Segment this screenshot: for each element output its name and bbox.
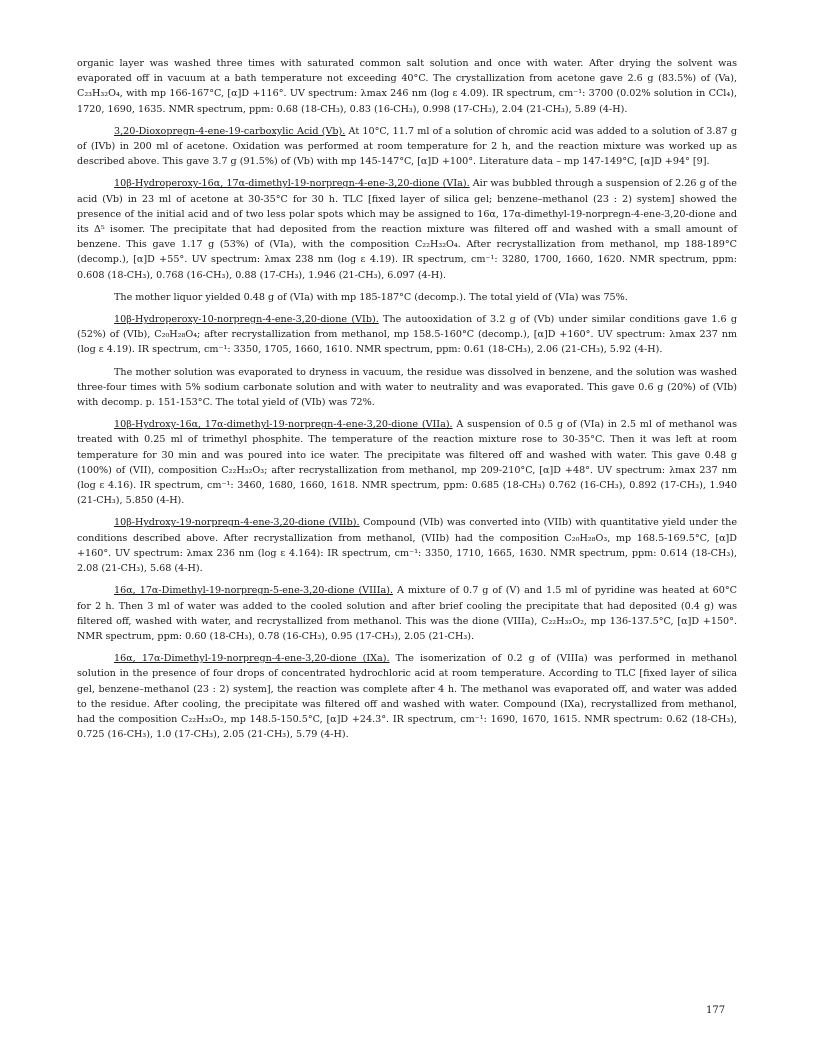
page-number: 177	[706, 1005, 726, 1016]
compound-heading-ixa: 16α, 17α-Dimethyl-19-norpregn-4-ene-3,20-dione (IXa).	[114, 653, 390, 665]
paragraph-viib	[77, 515, 737, 576]
paragraph-viia-body: A suspension of 0.5 g of (VIa) in 2.5 ml of methanol was treated with 0.25 ml of trimethyl phosphite. The temperature of the reaction mixture rose to 30-35°C. Then it was left at room temperature for 30 min and was poured into ice water. The precipitate was filtered off and washed with water. This gave 0.48 g (100%) of (VII), composition C₂₂H₃₂O₃; after recrystallization from methanol, mp 209-210°C, [α]D +48°. UV spectrum: λmax 237 nm (log ε 4.16). IR spectrum, cm⁻¹: 3460, 1680, 1660, 1618. NMR spectrum, ppm: 0.685 (18-CH₃) 0.762 (16-CH₃), 0.892 (17-CH₃), 1.940 (21-CH₃), 5.850 (4-H).	[77, 419, 738, 507]
paragraph-vib-body: The autooxidation of 3.2 g of (Vb) under similar conditions gave 1.6 g (52%) of (VIb), C₂₀H₂₈O₄; after recrystallization from methanol, mp 158.5-160°C (decomp.), [α]D +160°. UV spectrum: λmax 237 nm (log ε 4.19). IR spectrum, cm⁻¹: 3350, 1705, 1660, 1610. NMR spectrum, ppm: 0.61 (18-CH₃), 2.06 (21-CH₃), 5.92 (4-H).	[77, 314, 737, 356]
paragraph-vb-body: At 10°C, 11.7 ml of a solution of chromic acid was added to a solution of 3.87 g of (IVb) in 200 ml of acetone. Oxidation was performed at room temperature for 2 h, and the reaction mixture was worked up as described above. This gave 3.7 g (91.5%) of (Vb) with mp 145-147°C, [α]D +100°. Literature data – mp 147-149°C, [α]D +94° [9].	[77, 125, 737, 168]
compound-heading-viia: 10β-Hydroxy-16α, 17α-dimethyl-19-norpregn-4-ene-3,20-dione (VIIa).	[114, 419, 453, 431]
paragraph-va-workup: organic layer was washed three times with saturated common salt solution and once with water. After drying the solvent was evaporated off in vacuum at a bath temperature not exceeding 40°C. The crystallization from acetone gave 2.6 g (83.5%) of (Va), C₂₃H₃₂O₄, with mp 166-167°C, [α]D +116°. UV spectrum: λmax 246 nm (log ε 4.09). IR spectrum, cm⁻¹: 3700 (0.02% solution in CCl₄), 1720, 1690, 1635. NMR spectrum, ppm: 0.68 (18-CH₃), 0.83 (16-CH₃), 0.998 (17-CH₃), 2.04 (21-CH₃), 5.89 (4-H).	[77, 58, 737, 115]
paragraph-ixa	[77, 651, 737, 742]
paragraph-vib-mother-solution: The mother solution was evaporated to dryness in vacuum, the residue was dissolved in benzene, and the solution was washed three-four times with 5% sodium carbonate solution and with water to neutrality and was evaporated. This gave 0.6 g (20%) of (VIb) with decomp. p. 151-153°C. The total yield of (VIb) was 72%.	[77, 366, 737, 409]
paragraph-viia	[77, 417, 737, 508]
paragraph-vb	[77, 124, 737, 170]
compound-heading-via: 10β-Hydroperoxy-16α, 17α-dimethyl-19-norpregn-4-ene-3,20-dione (VIa).	[114, 178, 470, 190]
paragraph-viib-body: Compound (VIb) was converted into (VIIb) with quantitative yield under the conditions described above. After recrystallization from methanol, (VIIb) had the composition C₂₀H₂₈O₃, mp 168.5-169.5°C, [α]D +160°. UV spectrum: λmax 236 nm (log ε 4.164): IR spectrum, cm⁻¹: 3350, 1710, 1665, 1630. NMR spectrum, ppm: 0.614 (18-CH₃), 2.08 (21-CH₃), 5.68 (4-H).	[77, 517, 737, 575]
paragraph-via-body: Air was bubbled through a suspension of 2.26 g of the acid (Vb) in 23 ml of acetone at 30-35°C for 30 h. TLC [fixed layer of silica gel; benzene–methanol (23 : 2) system] showed the presence of the initial acid and of two less polar spots which may be assigned to 16α, 17α-dimethyl-19-norpregn-4-ene-3,20-dione and its Δ⁵ isomer. The precipitate that had deposited from the reaction mixture was filtered off and washed with a small amount of benzene. This gave 1.17 g (53%) of (VIa), with the composition C₂₂H₃₂O₄. After recrystallization from methanol, mp 188-189°C (decomp.), [α]D +55°. UV spectrum: λmax 238 nm (log ε 4.19). IR spectrum, cm⁻¹: 3280, 1700, 1660, 1620. NMR spectrum, ppm: 0.608 (18-CH₃), 0.768 (16-CH₃), 0.88 (17-CH₃), 1.946 (21-CH₃), 6.097 (4-H).	[77, 178, 737, 281]
paragraph-viiia	[77, 583, 737, 644]
page-body	[77, 56, 737, 742]
paragraph-vib	[77, 312, 737, 358]
compound-heading-vib: 10β-Hydroperoxy-10-norpregn-4-ene-3,20-dione (VIb).	[114, 314, 379, 326]
paragraph-via	[77, 176, 737, 282]
compound-heading-viib: 10β-Hydroxy-19-norpregn-4-ene-3,20-dione (VIIb).	[114, 517, 360, 529]
paragraph-via-mother-liquor: The mother liquor yielded 0.48 g of (VIa) with mp 185-187°C (decomp.). The total yield of (VIa) was 75%.	[114, 291, 628, 303]
paragraph-viiia-body: A mixture of 0.7 g of (V) and 1.5 ml of pyridine was heated at 60°C for 2 h. Then 3 ml of water was added to the cooled solution and after brief cooling the precipitate that had deposited (0.4 g) was filtered off, washed with water, and recrystallized from methanol. This was the dione (VIIIa), C₂₂H₃₂O₂, mp 136-137.5°C, [α]D +150°. NMR spectrum, ppm: 0.60 (18-CH₃), 0.78 (16-CH₃), 0.95 (17-CH₃), 2.05 (21-CH₃).	[77, 585, 737, 642]
compound-heading-viiia: 16α, 17α-Dimethyl-19-norpregn-5-ene-3,20-dione (VIIIa).	[114, 585, 393, 597]
compound-heading-vb: 3,20-Dioxopregn-4-ene-19-carboxylic Acid (Vb).	[114, 125, 346, 137]
paragraph-ixa-body: The isomerization of 0.2 g of (VIIIa) was performed in methanol solution in the presence of four drops of concentrated hydrochloric acid at room temperature. According to TLC [fixed layer of silica gel, benzene–methanol (23 : 2) system], the reaction was complete after 4 h. The methanol was evaporated off, and water was added to the residue. After cooling, the precipitate was filtered off and washed with water. Compound (IXa), recrystallized from methanol, had the composition C₂₂H₃₂O₂, mp 148.5-150.5°C, [α]D +24.3°. IR spectrum, cm⁻¹: 1690, 1670, 1615. NMR spectrum: 0.62 (18-CH₃), 0.725 (16-CH₃), 1.0 (17-CH₃), 2.05 (21-CH₃), 5.79 (4-H).	[77, 653, 737, 741]
